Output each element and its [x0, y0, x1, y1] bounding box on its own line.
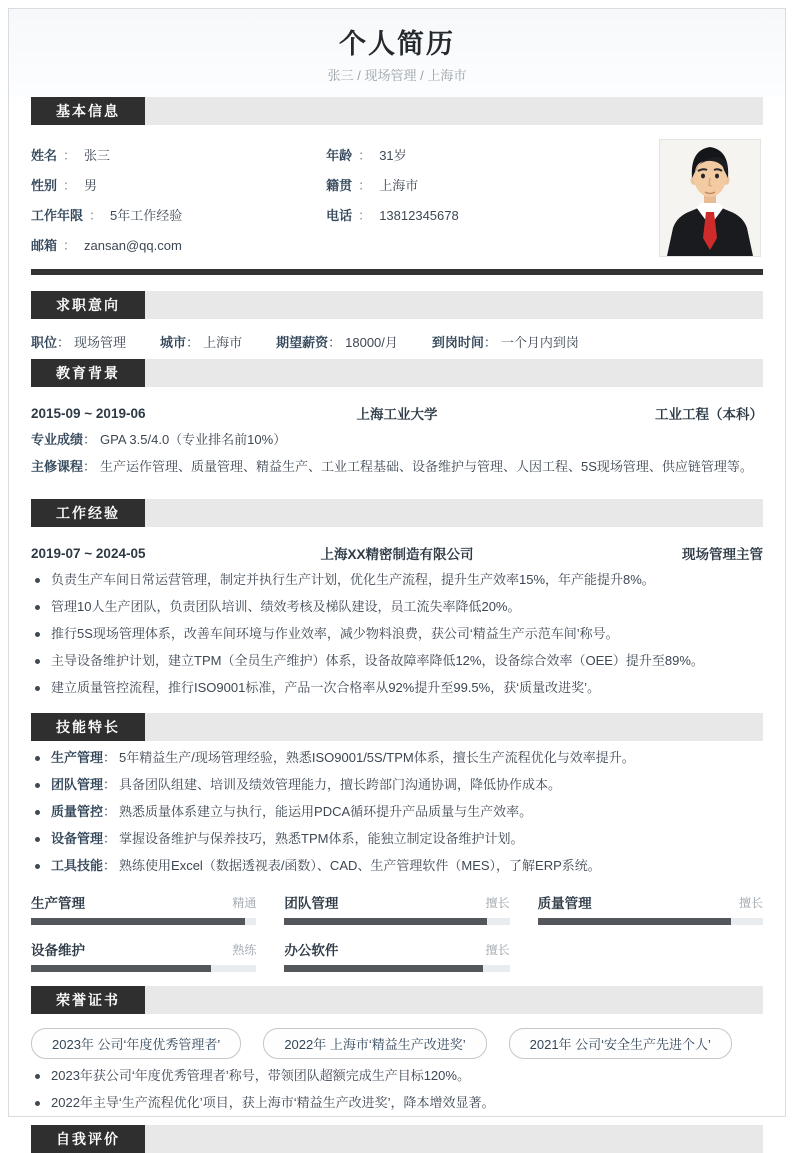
skill-bar-production: 生产管理 精通	[31, 892, 256, 925]
section-band-honors	[31, 986, 763, 1014]
section-title-basic: 基本信息	[31, 97, 145, 125]
skill-bullet: 工具技能： 熟练使用Excel（数据透视表/函数）、CAD、生产管理软件（MES），了解ERP系统。	[31, 856, 763, 876]
intent-salary: 期望薪资： 18000/月	[276, 334, 398, 350]
page-subtitle: 张三 / 现场管理 / 上海市	[327, 68, 467, 83]
honor-bullet: 2023年获公司‘年度优秀管理者’称号，带领团队超额完成生产目标120%。	[31, 1066, 763, 1086]
section-title-work: 工作经验	[31, 499, 145, 527]
field-email: 邮箱 ： zansan@qq.com	[31, 237, 182, 253]
intent-city: 城市： 上海市	[160, 334, 243, 350]
work-bullet: 推行5S现场管理体系，改善车间环境与作业效率，减少物料浪费，获公司‘精益生产示范车间’称号。	[31, 624, 763, 644]
work-period: 2019-07 ~ 2024-05	[31, 545, 146, 561]
resume-header	[9, 9, 785, 97]
honor-bullet-list	[31, 1066, 763, 1113]
education-period: 2015-09 ~ 2019-06	[31, 405, 146, 421]
bar-fill	[538, 918, 732, 925]
skill-bar-team: 团队管理 擅长	[284, 892, 509, 925]
basic-fields	[31, 139, 659, 259]
skill-bullet: 生产管理： 5年精益生产/现场管理经验，熟悉ISO9001/5S/TPM体系，擅长生产流程优化与效率提升。	[31, 748, 763, 768]
honor-badge: 2021年 公司‘安全生产先进个人’	[509, 1028, 732, 1059]
bar-track	[31, 965, 256, 972]
honor-bullet: 2022年主导‘生产流程优化’项目，获上海市‘精益生产改进奖’，降本增效显著。	[31, 1093, 763, 1113]
work-role: 现场管理主管	[682, 547, 763, 562]
section-title-education: 教育背景	[31, 359, 145, 387]
work-heading-row	[31, 543, 763, 563]
job-intent-row	[31, 331, 763, 351]
work-company: 上海XX精密制造有限公司	[320, 547, 474, 562]
section-title-selfeval: 自我评价	[31, 1125, 145, 1153]
resume-page	[8, 8, 786, 1147]
field-hometown: 籍贯 ： 上海市	[326, 177, 419, 193]
section-band-basic	[31, 97, 763, 125]
skills-bullet-list	[31, 748, 763, 876]
bar-track	[31, 918, 256, 925]
bar-fill	[284, 918, 487, 925]
skill-bullet: 设备管理： 掌握设备维护与保养技巧，熟悉TPM体系，能独立制定设备维护计划。	[31, 829, 763, 849]
education-school: 上海工业大学	[356, 407, 438, 422]
page-title: 个人简历	[339, 29, 455, 59]
honor-badge: 2023年 公司‘年度优秀管理者’	[31, 1028, 241, 1059]
section-band-selfeval	[31, 1125, 763, 1153]
field-name: 姓名 ： 张三	[31, 147, 111, 163]
skill-bar-office: 办公软件 擅长	[284, 939, 509, 972]
work-bullet: 负责生产车间日常运营管理，制定并执行生产计划，优化生产流程，提升生产效率15%，年产能提升8%。	[31, 570, 763, 590]
bar-track	[538, 918, 763, 925]
bar-track	[284, 918, 509, 925]
section-band-skills	[31, 713, 763, 741]
bar-fill	[31, 918, 245, 925]
section-band-work	[31, 499, 763, 527]
education-courses-line: 主修课程： 生产运作管理、质量管理、精益生产、工业工程基础、设备维护与管理、人因工程、5S现场管理、供应链管理等。	[31, 459, 753, 474]
work-bullet: 主导设备维护计划，建立TPM（全员生产维护）体系，设备故障率降低12%，设备综合效率（OEE）提升至89%。	[31, 651, 763, 671]
field-experience-years: 工作年限 ： 5年工作经验	[31, 207, 183, 223]
intent-availability: 到岗时间： 一个月内到岗	[431, 334, 579, 350]
bar-track	[284, 965, 509, 972]
portrait-illustration	[660, 140, 760, 256]
work-bullet: 管理10人生产团队，负责团队培训、绩效考核及梯队建设，员工流失率降低20%。	[31, 597, 763, 617]
work-bullet-list	[31, 570, 763, 698]
section-title-honors: 荣誉证书	[31, 986, 145, 1014]
skill-bar-quality: 质量管理 擅长	[538, 892, 763, 925]
field-phone: 电话 ： 13812345678	[326, 207, 459, 223]
honor-badge: 2022年 上海市‘精益生产改进奖’	[263, 1028, 486, 1059]
section-divider	[31, 269, 763, 275]
intent-position: 职位： 现场管理	[31, 334, 127, 350]
education-heading-row	[31, 403, 763, 423]
skill-bar-equipment: 设备维护 熟练	[31, 939, 256, 972]
section-title-skills: 技能特长	[31, 713, 145, 741]
basic-info	[31, 139, 763, 259]
profile-photo	[659, 139, 761, 257]
education-degree: 工业工程（本科）	[655, 407, 763, 422]
bar-fill	[31, 965, 211, 972]
field-age: 年龄 ： 31岁	[326, 147, 407, 163]
field-gender: 性别 ： 男	[31, 177, 98, 193]
section-title-intent: 求职意向	[31, 291, 145, 319]
bar-fill	[284, 965, 482, 972]
honor-badges	[31, 1028, 763, 1059]
section-band-education	[31, 359, 763, 387]
skill-bullet: 质量管控： 熟悉质量体系建立与执行，能运用PDCA循环提升产品质量与生产效率。	[31, 802, 763, 822]
work-bullet: 建立质量管控流程，推行ISO9001标准，产品一次合格率从92%提升至99.5%，获‘质量改进奖’。	[31, 678, 763, 698]
skill-bars	[31, 892, 763, 972]
education-gpa-line: 专业成绩： GPA 3.5/4.0（专业排名前10%）	[31, 432, 287, 447]
section-band-intent	[31, 291, 763, 319]
skill-bullet: 团队管理： 具备团队组建、培训及绩效管理能力，擅长跨部门沟通协调，降低协作成本。	[31, 775, 763, 795]
